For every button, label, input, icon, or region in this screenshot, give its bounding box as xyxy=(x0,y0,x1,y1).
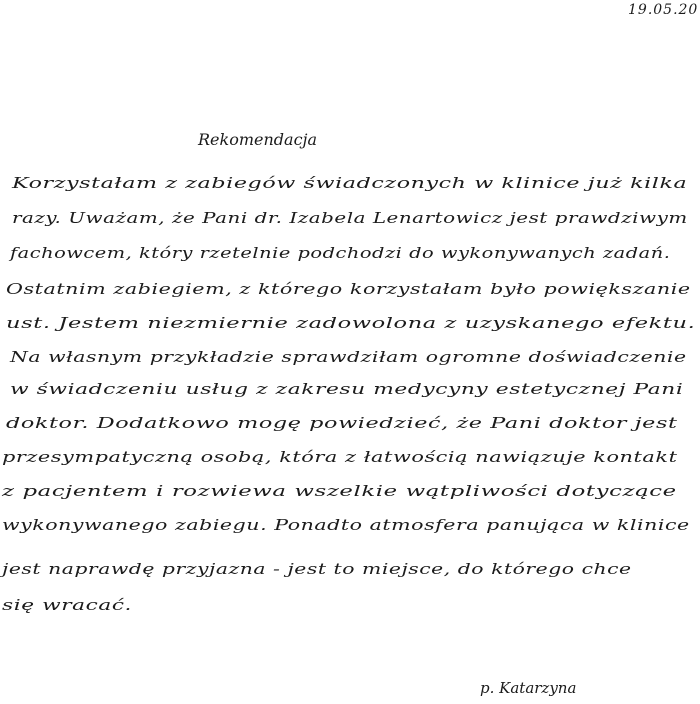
letter-line: doktor. Dodatkowo mogę powiedzieć, że Pani doktor jest xyxy=(6,414,678,432)
letter-line: ust. Jestem niezmiernie zadowolona z uzyskanego efektu. xyxy=(6,314,696,332)
letter-line: Ostatnim zabiegiem, z którego korzystałam było powiększanie xyxy=(6,280,691,298)
letter-line: fachowcem, który rzetelnie podchodzi do wykonywanych zadań. xyxy=(10,244,671,262)
letter-line: się wracać. xyxy=(2,596,133,614)
letter-line: Korzystałam z zabiegów świadczonych w klinice już kilka xyxy=(12,174,688,192)
letter-line: z pacjentem i rozwiewa wszelkie wątpliwości dotyczące xyxy=(2,482,677,500)
letter-line: wykonywanego zabiegu. Ponadto atmosfera panująca w klinice xyxy=(2,516,690,534)
letter-title: Rekomendacja xyxy=(198,130,318,149)
letter-line: razy. Uważam, że Pani dr. Izabela Lenartowicz jest prawdziwym xyxy=(12,209,688,227)
letter-date: 19.05.20 xyxy=(628,2,699,18)
letter-signature: p. Katarzyna xyxy=(480,679,577,697)
letter-line: jest naprawdę przyjazna - jest to miejsce, do którego chce xyxy=(2,560,632,578)
letter-line: Na własnym przykładzie sprawdziłam ogromne doświadczenie xyxy=(10,348,687,366)
letter-line: przesympatyczną osobą, która z łatwością nawiązuje kontakt xyxy=(2,448,678,466)
letter-line: w świadczeniu usług z zakresu medycyny estetycznej Pani xyxy=(10,380,684,398)
